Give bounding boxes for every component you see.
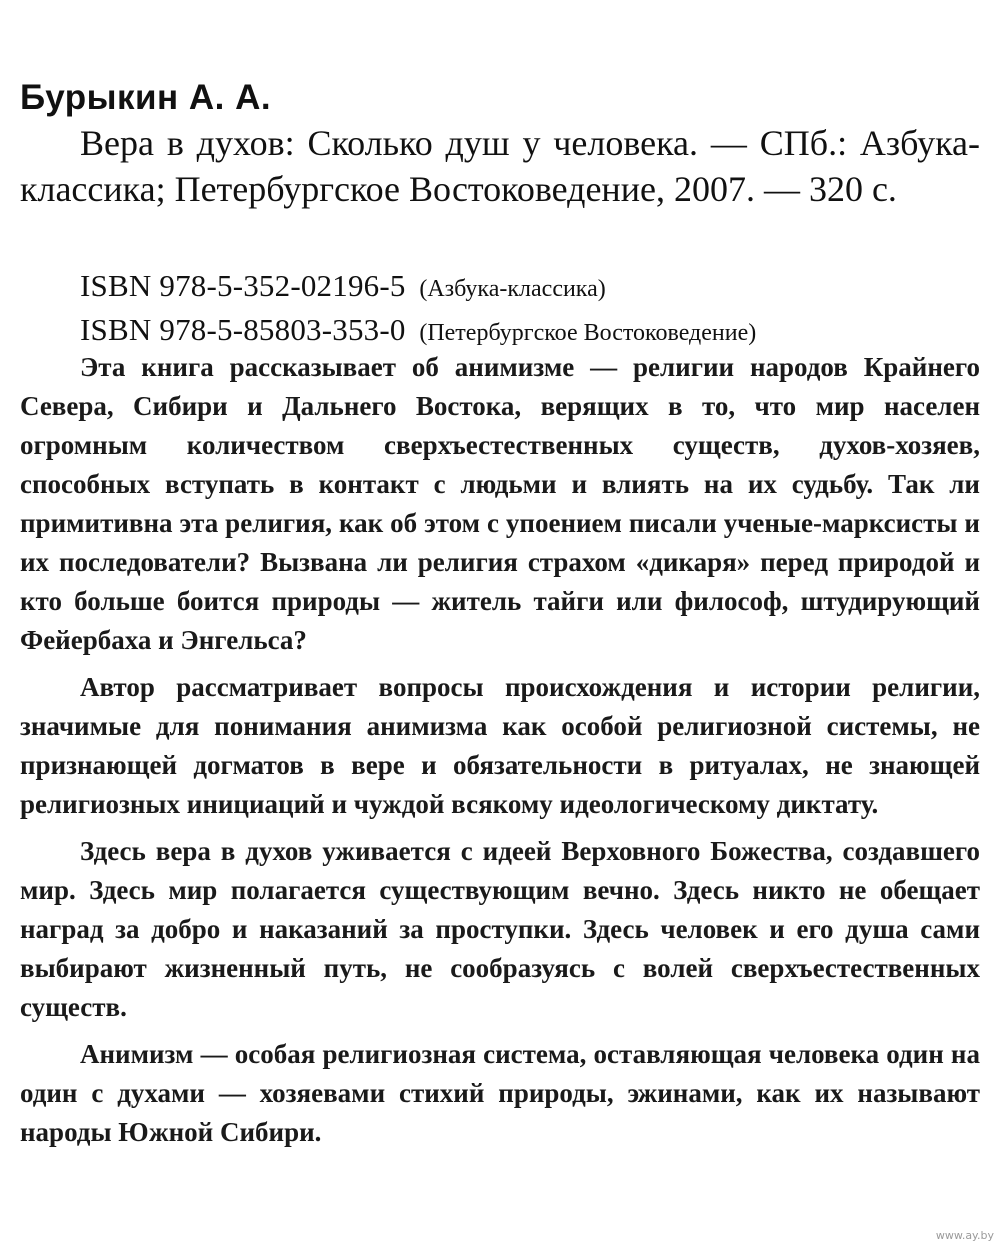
isbn-number: ISBN 978-5-352-02196-5 bbox=[80, 268, 406, 303]
annotation-paragraph: Эта книга рассказывает об анимизме — религии народов Крайнего Севера, Сибири и Дальнего Востока, верящих в то, что мир населен огромным количеством сверхъестественных существ, духов-хозяев, способных вступать в контакт с людьми и влиять на их судьбу. Так ли примитивна эта религия, как об этом с упоением писали ученые-марксисты и их последователи? Вызвана ли религия страхом «дикаря» перед природой и кто больше боится природы — житель тайги или философ, штудирующий Фейербаха и Энгельса? bbox=[20, 352, 980, 655]
isbn-publisher: (Петербургское Востоковедение) bbox=[419, 320, 757, 346]
annotation-paragraph: Здесь вера в духов уживается с идеей Верховного Божества, создавшего мир. Здесь мир полагается существующим вечно. Здесь никто не обещает наград за добро и наказаний за проступки. Здесь человек и его душа сами выбирают жизненный путь, не сообразуясь с волей сверхъестественных существ. bbox=[20, 836, 980, 1022]
annotation-text bbox=[20, 348, 980, 1152]
annotation-paragraph: Анимизм — особая религиозная система, оставляющая человека один на один с духами — хозяевами стихий природы, эжинами, как их называют народы Южной Сибири. bbox=[20, 1039, 980, 1147]
annotation-paragraph: Автор рассматривает вопросы происхождения и истории религии, значимые для понимания анимизма как особой религиозной системы, не признающей догматов в вере и обязательности в ритуалах, не знающей религиозных инициаций и чуждой всякому идеологическому диктату. bbox=[20, 672, 980, 819]
author-name: Бурыкин А. А. bbox=[20, 78, 272, 117]
watermark: www.ay.by bbox=[935, 1229, 994, 1242]
isbn-publisher: (Азбука-классика) bbox=[419, 276, 606, 302]
isbn-line bbox=[80, 268, 606, 304]
bibliographic-entry: Вера в духов: Сколько душ у человека. — СПб.: Азбука-классика; Петербургское Востоковедение, 2007. — 320 с. bbox=[20, 123, 980, 209]
isbn-line bbox=[80, 312, 756, 348]
isbn-number: ISBN 978-5-85803-353-0 bbox=[80, 312, 406, 347]
